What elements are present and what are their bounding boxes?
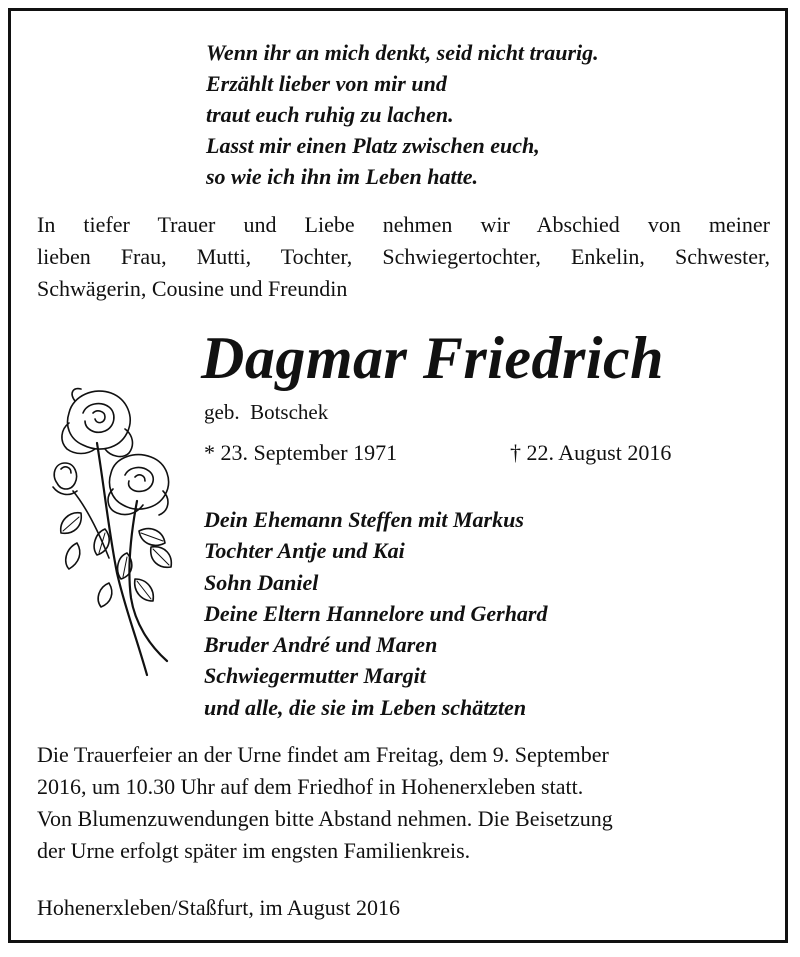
family-member: Schwiegermutter Margit — [204, 663, 426, 689]
ceremony-line: der Urne erfolgt später im engsten Familienkreis. — [37, 838, 471, 863]
poem-line: traut euch ruhig zu lachen. — [206, 102, 454, 127]
intro-text — [37, 209, 770, 305]
roses-illustration-icon — [39, 383, 189, 683]
poem-line: so wie ich ihn im Leben hatte. — [206, 164, 478, 189]
family-member: Deine Eltern Hannelore und Gerhard — [204, 600, 548, 626]
deceased-name: Dagmar Friedrich — [201, 325, 665, 391]
family-member: Dein Ehemann Steffen mit Markus — [204, 507, 524, 532]
intro-line: lieben Frau, Mutti, Tochter, Schwiegertochter, Enkelin, Schwester, — [37, 244, 770, 269]
poem-line: Erzählt lieber von mir und — [206, 71, 447, 96]
family-member: Bruder André und Maren — [204, 632, 438, 658]
ceremony-line: 2016, um 10.30 Uhr auf dem Friedhof in Hohenerxleben statt. — [37, 774, 584, 799]
ceremony-info — [37, 739, 777, 867]
family-list — [204, 504, 548, 723]
family-member: Tochter Antje und Kai — [204, 538, 405, 564]
place-and-date: Hohenerxleben/Staßfurt, im August 2016 — [37, 895, 400, 920]
poem-line: Lasst mir einen Platz zwischen euch, — [206, 133, 540, 158]
ceremony-line: Von Blumenzuwendungen bitte Abstand nehmen. Die Beisetzung — [37, 806, 613, 831]
intro-line: Schwägerin, Cousine und Freundin — [37, 276, 348, 301]
poem-line: Wenn ihr an mich denkt, seid nicht traurig. — [206, 40, 599, 65]
maiden-name: geb. Botschek — [204, 400, 329, 424]
death-date: † 22. August 2016 — [510, 440, 672, 465]
birth-date: * 23. September 1971 — [204, 440, 398, 465]
intro-line: In tiefer Trauer und Liebe nehmen wir Abschied von meiner — [37, 212, 770, 237]
poem — [206, 37, 599, 192]
ceremony-line: Die Trauerfeier an der Urne findet am Freitag, dem 9. September — [37, 742, 609, 767]
family-member: und alle, die sie im Leben schätzten — [204, 694, 527, 720]
family-member: Sohn Daniel — [204, 569, 319, 595]
obituary-notice — [8, 8, 788, 943]
